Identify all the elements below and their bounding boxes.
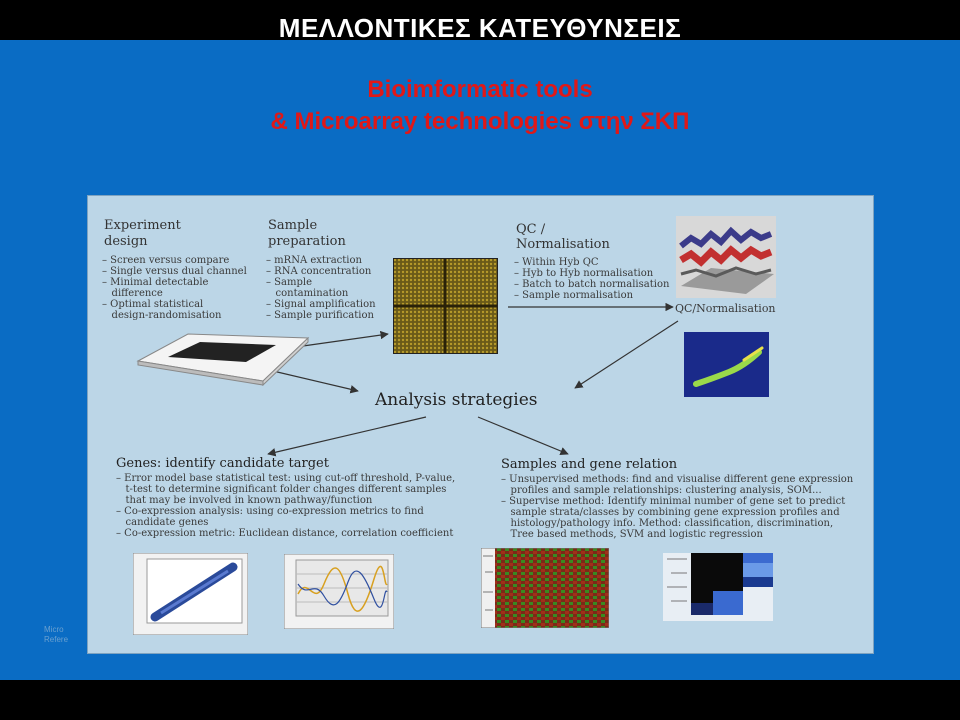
experiment-design-item: – Optimal statistical xyxy=(102,299,204,310)
genes-heading: Genes: identify candidate target xyxy=(116,456,329,471)
experiment-design-item: design-randomisation xyxy=(102,310,222,321)
samples-item: – Supervise method: Identify minimal number of gene set to predict xyxy=(501,496,846,507)
arrow-analysis-to-genes xyxy=(268,417,426,454)
footnote-line1: Micro xyxy=(44,625,64,634)
analysis-strategies-label: Analysis strategies xyxy=(375,390,538,410)
slide-subtitle-line1: Bioimformatic tools xyxy=(367,76,593,103)
sample-preparation-item: – Sample xyxy=(266,277,312,288)
qc-normalisation-item: – Batch to batch normalisation xyxy=(514,279,670,290)
cluster-map-image xyxy=(663,553,773,621)
arrow-analysis-to-samples xyxy=(478,417,568,454)
qc-normalisation-heading-line2: Normalisation xyxy=(516,237,610,252)
slide-title: ΜΕΛΛΟΝΤΙΚΕΣ ΚΑΤΕΥΘΥΝΣΕΙΣ xyxy=(278,13,682,43)
arrow-qc-to-analysis xyxy=(575,321,678,388)
samples-item: profiles and sample relationships: clustering analysis, SOM... xyxy=(501,485,822,496)
experiment-design-item: – Single versus dual channel xyxy=(102,266,247,277)
genes-item: – Co-expression metric: Euclidean distance, correlation coefficient xyxy=(116,528,454,539)
genes-item: t-test to determine significant folder changes different samples xyxy=(116,484,447,495)
experiment-design-item: – Screen versus compare xyxy=(102,255,230,266)
footnote-line2: Refere xyxy=(44,634,69,644)
genes-item: – Co-expression analysis: using co-expression metrics to find xyxy=(116,506,424,517)
heatmap-image xyxy=(481,548,609,628)
samples-item: histology/pathology info. Method: classification, discrimination, xyxy=(501,518,834,529)
sample-preparation-item: – Signal amplification xyxy=(266,299,376,310)
genes-item: that may be involved in known pathway/function xyxy=(116,495,373,506)
qc-normalisation-image-label: QC/Normalisation xyxy=(675,302,776,315)
qc-normalisation-heading-line1: QC / xyxy=(516,222,546,237)
samples-heading: Samples and gene relation xyxy=(501,457,678,472)
samples-item: – Unsupervised methods: find and visualise different gene expression xyxy=(501,474,854,485)
sample-preparation-item: – mRNA extraction xyxy=(266,255,362,266)
sample-preparation-item: – Sample purification xyxy=(266,310,374,321)
scatter-plot-image xyxy=(133,553,248,635)
experiment-design-item: difference xyxy=(102,288,163,299)
qc-normalisation-item: – Hyb to Hyb normalisation xyxy=(514,268,654,279)
arrow-slide-to-array xyxy=(303,334,388,346)
genes-item: – Error model base statistical test: using cut-off threshold, P-value, xyxy=(116,473,456,484)
sample-preparation-item: – RNA concentration xyxy=(266,266,372,277)
genes-item: candidate genes xyxy=(116,517,209,528)
line-chart-image xyxy=(284,554,394,629)
microarray-scan-image xyxy=(393,258,498,354)
experiment-design-heading-line2: design xyxy=(104,234,148,249)
slide-subtitle-line2: & Microarray technologies στην ΣΚΠ xyxy=(270,108,690,135)
qc-normalisation-item: – Sample normalisation xyxy=(514,290,634,301)
sample-preparation-heading-line2: preparation xyxy=(268,234,346,249)
samples-item: sample strata/classes by combining gene expression profiles and xyxy=(501,507,840,518)
sample-preparation-item: contamination xyxy=(266,288,349,299)
qc-normalisation-item: – Within Hyb QC xyxy=(514,257,599,268)
samples-item: Tree based methods, SVM and logistic regression xyxy=(501,529,763,540)
glass-slide-image xyxy=(128,326,313,386)
footnote xyxy=(44,625,68,644)
ma-plot-image xyxy=(684,332,769,397)
sample-preparation-heading-line1: Sample xyxy=(268,218,318,233)
experiment-design-item: – Minimal detectable xyxy=(102,277,209,288)
microarray-workflow-figure xyxy=(87,195,874,654)
qc-3d-plot-image xyxy=(676,216,776,298)
experiment-design-heading-line1: Experiment xyxy=(104,218,181,233)
